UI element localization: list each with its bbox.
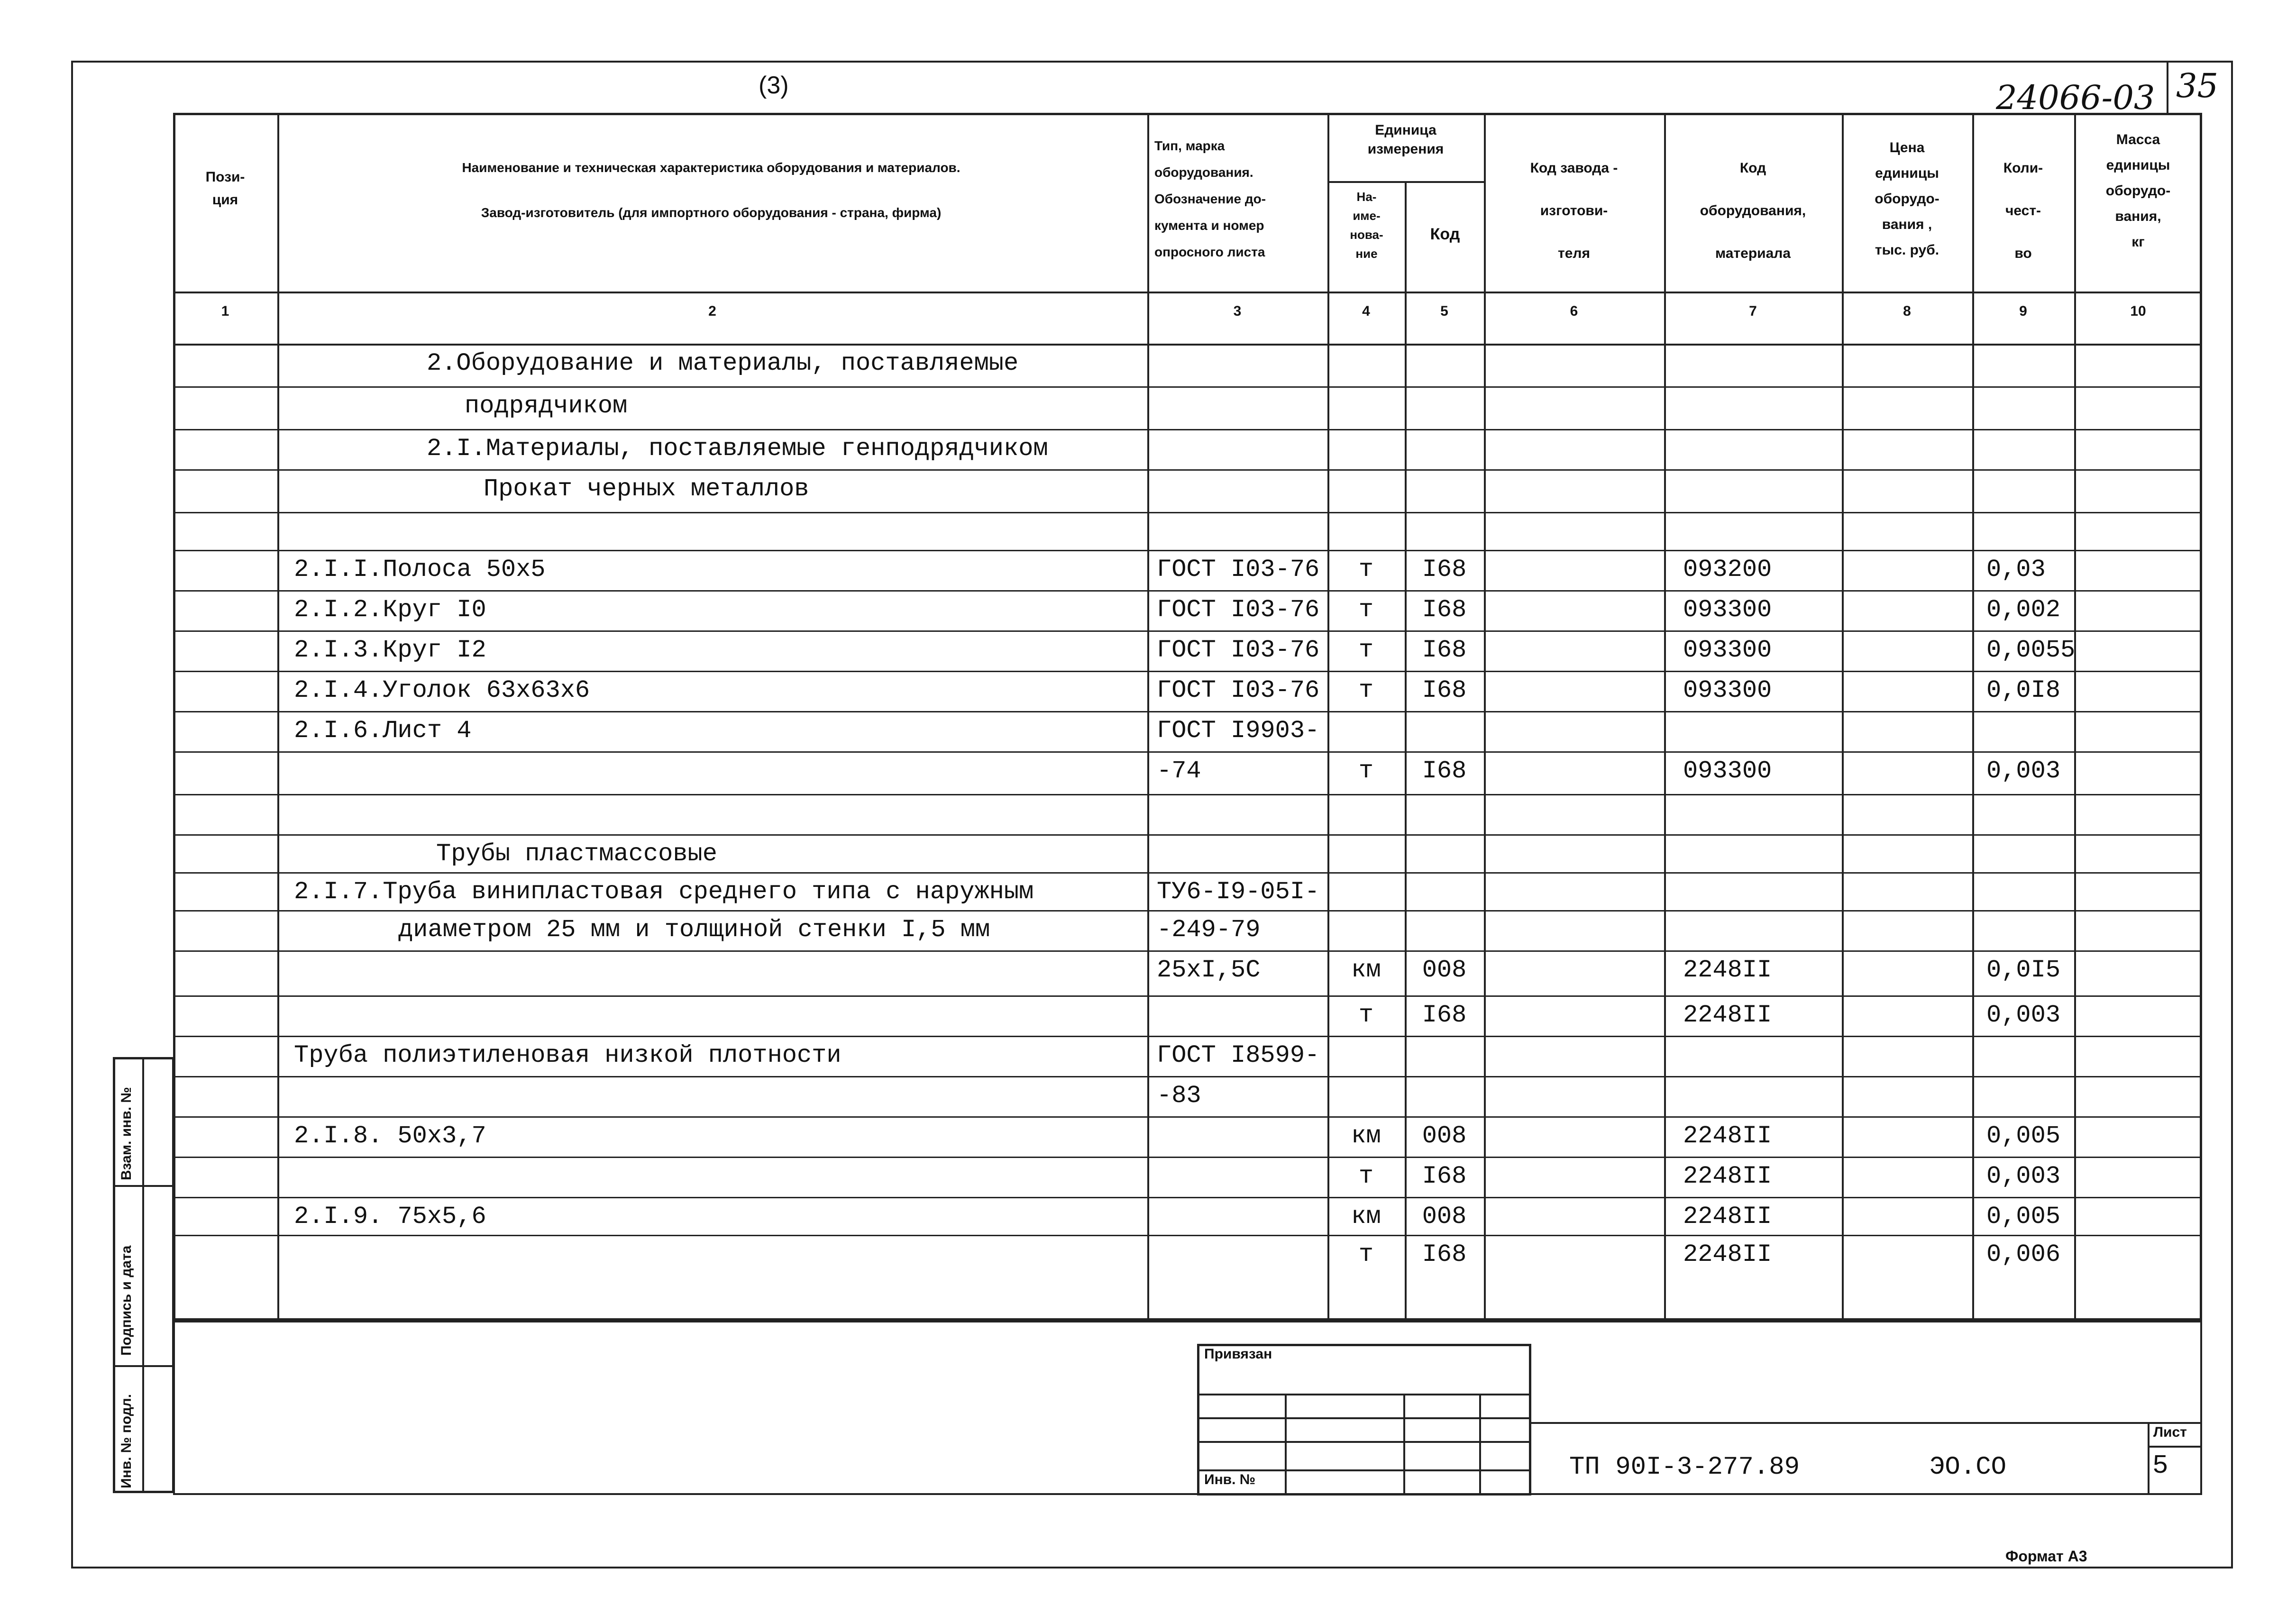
row-unit-code: I68 bbox=[1422, 676, 1467, 704]
row-material-code: 093300 bbox=[1683, 757, 1772, 785]
row-name: 2.I.7.Труба винипластовая среднего типа с наружным bbox=[294, 878, 1034, 906]
sheet-value: 5 bbox=[2152, 1450, 2168, 1481]
colnum-bottom-line bbox=[173, 344, 2202, 346]
row-line bbox=[173, 950, 2202, 952]
row-line bbox=[173, 834, 2202, 836]
header-bottom-line bbox=[173, 292, 2202, 293]
row-unit: т bbox=[1358, 556, 1374, 584]
row-type: ГОСТ I8599- bbox=[1157, 1041, 1320, 1069]
row-unit: км bbox=[1351, 1122, 1381, 1150]
colnum-3: 3 bbox=[1233, 303, 1242, 319]
title-block-line bbox=[1531, 1422, 2202, 1424]
row-material-code: 2248II bbox=[1683, 1122, 1772, 1150]
colnum-4: 4 bbox=[1362, 303, 1370, 319]
row-material-code: 093300 bbox=[1683, 596, 1772, 624]
row-line bbox=[173, 469, 2202, 471]
header-name-line1: Завод-изготовитель (для импортного оборудования - страна, фирма) bbox=[481, 205, 942, 220]
row-name: 2.I.8. 50х3,7 bbox=[294, 1122, 486, 1150]
col-line-6 bbox=[1664, 113, 1666, 1321]
colnum-1: 1 bbox=[221, 303, 229, 319]
row-type: ГОСТ I03-76 bbox=[1157, 556, 1320, 584]
side-stamp-divider bbox=[142, 1057, 144, 1493]
row-material-code: 2248II bbox=[1683, 956, 1772, 984]
row-quantity: 0,003 bbox=[1986, 757, 2061, 785]
row-line bbox=[173, 995, 2202, 997]
row-unit-code: I68 bbox=[1422, 1001, 1467, 1029]
row-unit-code: I68 bbox=[1422, 1162, 1467, 1190]
sheet-box-left bbox=[2148, 1422, 2150, 1494]
row-quantity: 0,003 bbox=[1986, 1162, 2061, 1190]
row-quantity: 0,03 bbox=[1986, 556, 2046, 584]
colnum-10: 10 bbox=[2130, 303, 2146, 319]
row-unit: км bbox=[1351, 956, 1381, 984]
row-quantity: 0,002 bbox=[1986, 596, 2061, 624]
row-unit: т bbox=[1358, 636, 1374, 664]
col-line-8 bbox=[1972, 113, 1974, 1321]
row-type: ГОСТ I03-76 bbox=[1157, 596, 1320, 624]
row-line bbox=[173, 429, 2202, 430]
corner-divider bbox=[2167, 61, 2168, 113]
page-corner-number: 35 bbox=[2176, 66, 2219, 105]
colnum-9: 9 bbox=[2019, 303, 2027, 319]
row-line bbox=[173, 550, 2202, 551]
row-unit-code: I68 bbox=[1422, 636, 1467, 664]
row-unit-code: I68 bbox=[1422, 596, 1467, 624]
row-line bbox=[173, 512, 2202, 513]
row-quantity: 0,006 bbox=[1986, 1240, 2061, 1268]
binding-vline-2 bbox=[1403, 1394, 1405, 1494]
header-quantity: Коли- чест- во bbox=[2003, 160, 2043, 261]
row-line bbox=[173, 751, 2202, 753]
doc-section: ЭО.СО bbox=[1930, 1453, 2007, 1482]
colnum-2: 2 bbox=[708, 303, 716, 319]
col-line-5 bbox=[1484, 113, 1486, 1321]
row-type: -249-79 bbox=[1157, 916, 1261, 944]
sheet-box-mid bbox=[2148, 1446, 2202, 1448]
format-label: Формат А3 bbox=[2005, 1548, 2087, 1565]
header-unit-group: Единица измерения bbox=[1367, 122, 1444, 157]
row-name: Трубы пластмассовые bbox=[436, 840, 717, 868]
doc-code-handwritten: 24066-03 bbox=[1996, 78, 2155, 117]
row-quantity: 0,0I8 bbox=[1986, 676, 2061, 704]
side-stamp-line-1 bbox=[113, 1185, 174, 1187]
row-unit-code: I68 bbox=[1422, 556, 1467, 584]
bottom-block-bottom bbox=[173, 1493, 2202, 1495]
row-unit-code: 008 bbox=[1422, 956, 1467, 984]
frame-bottom-line bbox=[71, 1567, 2233, 1568]
row-type: ГОСТ I03-76 bbox=[1157, 676, 1320, 704]
row-material-code: 093200 bbox=[1683, 556, 1772, 584]
row-type: ГОСТ I9903- bbox=[1157, 717, 1320, 745]
row-material-code: 2248II bbox=[1683, 1162, 1772, 1190]
header-mass: Масса единицы оборудо- вания, кг bbox=[2105, 132, 2171, 250]
row-material-code: 2248II bbox=[1683, 1203, 1772, 1231]
colnum-7: 7 bbox=[1749, 303, 1757, 319]
row-unit-code: 008 bbox=[1422, 1122, 1467, 1150]
col-line-9 bbox=[2074, 113, 2076, 1321]
row-unit-code: I68 bbox=[1422, 1240, 1467, 1268]
row-unit: т bbox=[1358, 757, 1374, 785]
row-name: 2.I.6.Лист 4 bbox=[294, 717, 472, 745]
row-line bbox=[173, 1076, 2202, 1077]
row-name: 2.I.3.Круг I2 bbox=[294, 636, 486, 664]
row-type: ГОСТ I03-76 bbox=[1157, 636, 1320, 664]
side-vzam: Взам. инв. № bbox=[119, 1087, 134, 1180]
row-line bbox=[173, 630, 2202, 632]
binding-line-3 bbox=[1197, 1441, 1531, 1443]
binding-inv-label: Инв. № bbox=[1204, 1472, 1256, 1487]
binding-line-2 bbox=[1197, 1417, 1531, 1419]
row-name: 2.I.4.Уголок 63х63х6 bbox=[294, 676, 590, 704]
row-unit: т bbox=[1358, 1240, 1374, 1268]
colnum-8: 8 bbox=[1903, 303, 1911, 319]
row-line bbox=[173, 1116, 2202, 1118]
col-line-7 bbox=[1842, 113, 1844, 1321]
row-material-code: 093300 bbox=[1683, 676, 1772, 704]
header-material-code: Код оборудования, материала bbox=[1700, 160, 1806, 261]
binding-label: Привязан bbox=[1204, 1346, 1272, 1362]
row-name: Труба полиэтиленовая низкой плотности bbox=[294, 1041, 842, 1069]
row-quantity: 0,0I5 bbox=[1986, 956, 2061, 984]
row-type: ТУ6-I9-05I- bbox=[1157, 878, 1320, 906]
row-unit: км bbox=[1351, 1203, 1381, 1231]
row-unit: т bbox=[1358, 596, 1374, 624]
row-line bbox=[173, 590, 2202, 592]
row-name: подрядчиком bbox=[465, 392, 628, 420]
row-unit: т bbox=[1358, 1162, 1374, 1190]
frame-right-line bbox=[2231, 61, 2233, 1568]
row-unit: т bbox=[1358, 676, 1374, 704]
row-unit-code: I68 bbox=[1422, 757, 1467, 785]
row-material-code: 2248II bbox=[1683, 1001, 1772, 1029]
col-line-1 bbox=[277, 113, 279, 1321]
row-line bbox=[173, 711, 2202, 712]
row-line bbox=[173, 386, 2202, 388]
bottom-block-left bbox=[173, 1321, 175, 1494]
binding-vline-3 bbox=[1479, 1394, 1481, 1494]
row-name: 2.I.Материалы, поставляемые генподрядчиком bbox=[427, 435, 1048, 463]
header-unit-name: На- име- нова- ние bbox=[1350, 190, 1383, 261]
row-name: диаметром 25 мм и толщиной стенки I,5 мм bbox=[398, 916, 990, 944]
frame-left-line bbox=[71, 61, 73, 1568]
header-plant-code: Код завода - изготови- теля bbox=[1530, 160, 1618, 261]
row-line bbox=[173, 794, 2202, 795]
colnum-6: 6 bbox=[1570, 303, 1578, 319]
frame-top-line bbox=[71, 61, 2233, 63]
row-quantity: 0,005 bbox=[1986, 1203, 2061, 1231]
side-podpis: Подпись и дата bbox=[119, 1245, 134, 1356]
row-material-code: 2248II bbox=[1683, 1240, 1772, 1268]
binding-vline-1 bbox=[1285, 1394, 1287, 1494]
side-inv-podl: Инв. № подл. bbox=[119, 1394, 134, 1488]
row-line bbox=[173, 1235, 2202, 1236]
header-type: Тип, марка оборудования. Обозначение до- кумента и номер опросного листа bbox=[1154, 138, 1266, 259]
row-quantity: 0,005 bbox=[1986, 1122, 2061, 1150]
binding-line-4 bbox=[1197, 1469, 1531, 1471]
row-name: 2.I.9. 75х5,6 bbox=[294, 1203, 486, 1231]
row-type: -74 bbox=[1157, 757, 1201, 785]
row-name: 2.Оборудование и материалы, поставляемые bbox=[427, 349, 1019, 377]
row-name: Прокат черных металлов bbox=[484, 475, 809, 503]
col-line-2 bbox=[1147, 113, 1149, 1321]
row-quantity: 0,0055 bbox=[1986, 636, 2076, 664]
row-name: 2.I.2.Круг I0 bbox=[294, 596, 486, 624]
bottom-block-top bbox=[173, 1321, 2202, 1322]
row-name: 2.I.I.Полоса 50х5 bbox=[294, 556, 546, 584]
row-line bbox=[173, 1157, 2202, 1158]
row-quantity: 0,003 bbox=[1986, 1001, 2061, 1029]
side-stamp-line-2 bbox=[113, 1365, 174, 1367]
row-line bbox=[173, 872, 2202, 874]
row-unit: т bbox=[1358, 1001, 1374, 1029]
row-line bbox=[173, 1197, 2202, 1198]
sheet-number-top: (3) bbox=[759, 72, 789, 99]
row-line bbox=[173, 671, 2202, 672]
row-type: 25хI,5С bbox=[1157, 956, 1261, 984]
header-price: Цена единицы оборудо- вания , тыс. руб. bbox=[1875, 140, 1939, 258]
header-name-line0: Наименование и техническая характеристика оборудования и материалов. bbox=[462, 160, 960, 175]
doc-designation: ТП 90I-3-277.89 bbox=[1569, 1453, 1800, 1482]
colnum-5: 5 bbox=[1440, 303, 1448, 319]
row-material-code: 093300 bbox=[1683, 636, 1772, 664]
row-line bbox=[173, 1036, 2202, 1037]
bottom-block-right bbox=[2200, 1321, 2202, 1494]
row-type: -83 bbox=[1157, 1082, 1201, 1110]
sheet-label: Лист bbox=[2153, 1424, 2187, 1440]
row-line bbox=[173, 910, 2202, 912]
row-unit-code: 008 bbox=[1422, 1203, 1467, 1231]
header-position: Пози- ция bbox=[205, 169, 245, 208]
binding-line-1 bbox=[1197, 1394, 1531, 1395]
header-unit-code: Код bbox=[1430, 225, 1460, 243]
